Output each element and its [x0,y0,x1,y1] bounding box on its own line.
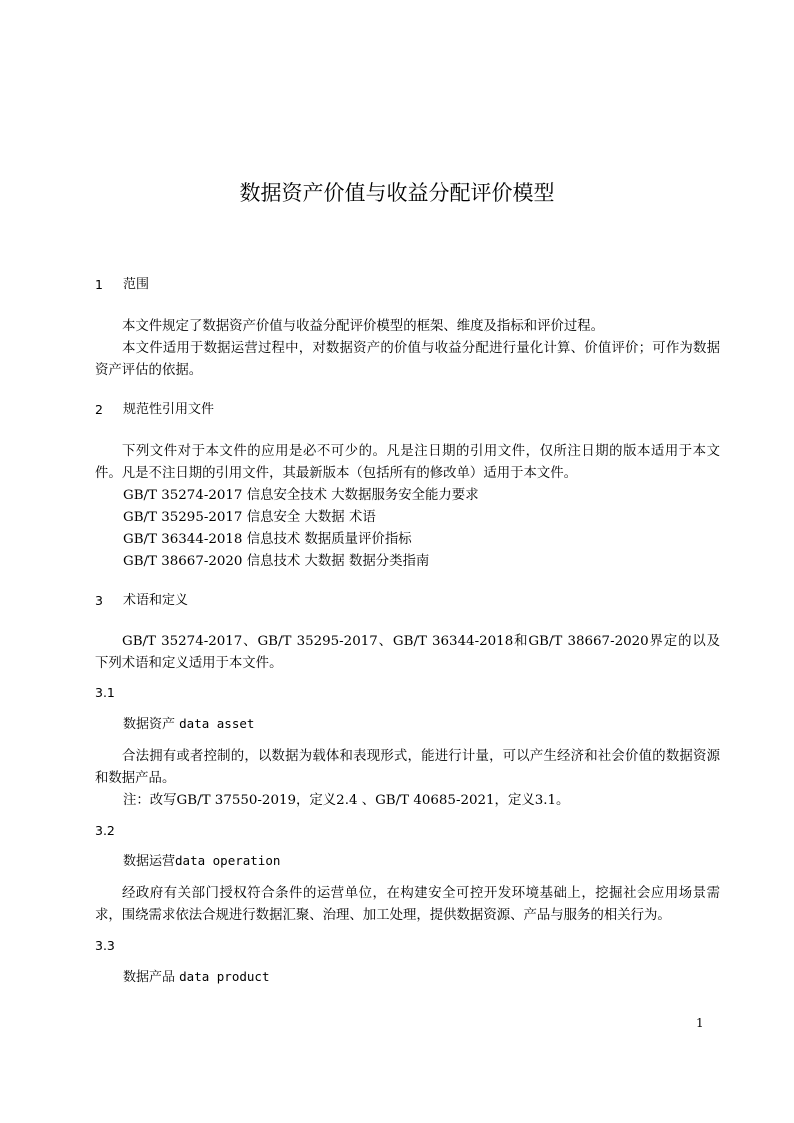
term-definition: 经政府有关部门授权符合条件的运营单位，在构建安全可控开发环境基础上，挖掘社会应用场景需求，围绕需求依法合规进行数据汇聚、治理、加工处理，提供数据资源、产品与服务的相关行为。 [95,886,720,923]
reference-item: GB/T 35295-2017 信息安全 大数据 术语 [123,510,376,525]
section-2-title: 规范性引用文件 [123,402,215,417]
section-3-intro: GB/T 35274-2017、GB/T 35295-2017、GB/T 36344-2018和GB/T 38667-2020界定的以及下列术语和定义适用于本文件。 [95,634,720,671]
section-1-paragraph-1: 本文件规定了数据资产价值与收益分配评价模型的框架、维度及指标和评价过程。 [122,319,605,334]
section-1-paragraph-2: 本文件适用于数据运营过程中，对数据资产的价值与收益分配进行量化计算、价值评价；可作为数据资产评估的依据。 [95,341,720,378]
section-3-number: 3 [95,593,103,608]
term-name-cn: 数据运营 [123,854,176,869]
section-2-intro: 下列文件对于本文件的应用是必不可少的。凡是注日期的引用文件，仅所注日期的版本适用于本文件。凡是不注日期的引用文件，其最新版本（包括所有的修改单）适用于本文件。 [95,444,720,481]
term-name-cn: 数据资产 [123,717,176,732]
section-2-number: 2 [95,402,103,417]
clause-number: 3.3 [95,938,115,953]
section-1-title: 范围 [123,277,150,292]
reference-item: GB/T 35274-2017 信息安全技术 大数据服务安全能力要求 [123,488,479,503]
term-note: 注：改写GB/T 37550-2019，定义2.4 、GB/T 40685-2021，定义3.1。 [123,793,570,808]
term-name-en: data asset [179,716,255,731]
term-heading [123,715,254,734]
reference-item: GB/T 38667-2020 信息技术 大数据 数据分类指南 [123,554,430,569]
term-name-en: data operation [175,853,281,868]
clause-number: 3.2 [95,823,115,838]
section-1-number: 1 [95,277,103,292]
document-title: 数据资产价值与收益分配评价模型 [239,181,555,205]
clause-number: 3.1 [95,685,115,700]
term-definition: 合法拥有或者控制的，以数据为载体和表现形式，能进行计量，可以产生经济和社会价值的数据资源和数据产品。 [95,749,720,786]
page-number: 1 [696,1016,704,1030]
term-heading [123,968,269,987]
reference-item: GB/T 36344-2018 信息技术 数据质量评价指标 [123,532,412,547]
term-name-cn: 数据产品 [123,970,176,985]
section-3-title: 术语和定义 [123,593,189,608]
term-heading [123,852,280,871]
term-name-en: data product [179,969,270,984]
